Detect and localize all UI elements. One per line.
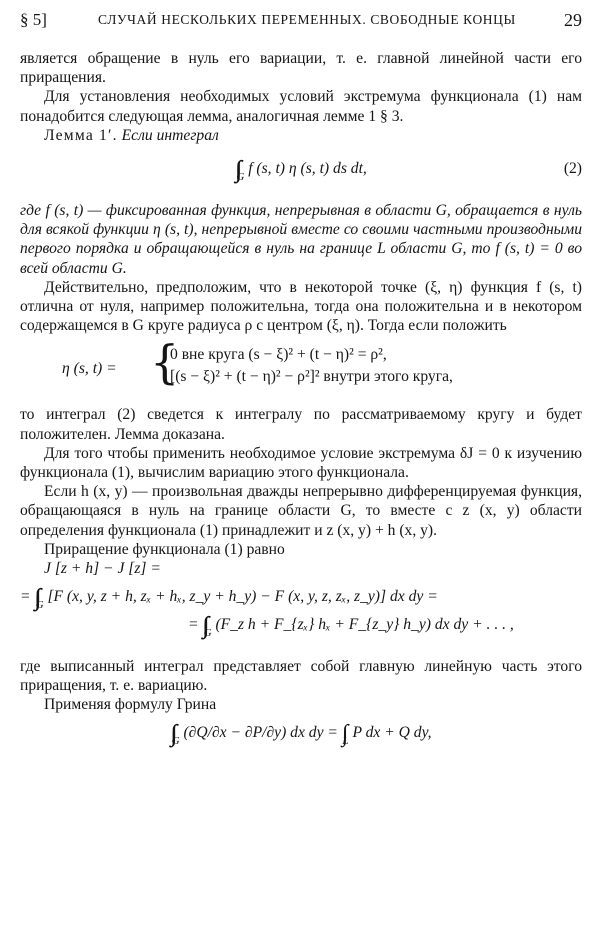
formula-2-number: (2) xyxy=(563,160,582,178)
paragraph-3: Действительно, предположим, что в некоторой точке (ξ, η) функция f (s, t) отлична от нуля, например положительна, тогда она положительна и в некотором содержащемся в G круге радиуса ρ с центром (ξ, η). Тогда если положить xyxy=(20,278,582,335)
paragraph-2: Для установления необходимых условий экстремума функционала (1) нам понадобится следующая лемма, аналогичная лемме 1 § 3. xyxy=(20,88,582,125)
green-formula xyxy=(20,720,582,775)
cases-formula xyxy=(20,335,582,397)
increment-line-3: = $\int\int_G$ (F_z h + F_{zₓ} hₓ + F_{z_y} h_y) dx dy + . . . , xyxy=(188,613,514,640)
lemma-intro: Если интеграл xyxy=(121,126,219,144)
page-body xyxy=(20,49,582,775)
paragraph-4: то интеграл (2) сведется к интегралу по рассматриваемому кругу и будет положителен. Лемма доказана. xyxy=(20,406,582,443)
increment-line-3-body: (F_z h + F_{zₓ} hₓ + F_{z_y} h_y) dx dy + . . . , xyxy=(215,616,514,634)
line-integral-sign: ∫ xyxy=(341,720,343,747)
page-number: 29 xyxy=(564,10,582,30)
green-lhs: (∂Q/∂x − ∂P/∂y) dx dy = xyxy=(183,723,338,741)
lemma-body: где f (s, t) — фиксированная функция, непрерывная в области G, обращается в нуль для всякой функции η (s, t), непрерывной вместе со своими частными производными первого порядка и обращающейся в нуль на границе L области G, то f (s, t) = 0 во всей области G. xyxy=(20,202,582,277)
integral-region: G xyxy=(236,171,245,184)
formula-2-body: f (s, t) η (s, t) ds dt, xyxy=(248,160,367,178)
section-mark: § 5] xyxy=(20,10,47,29)
integral-region: G xyxy=(171,734,180,747)
running-title: СЛУЧАЙ НЕСКОЛЬКИХ ПЕРЕМЕННЫХ. СВОБОДНЫЕ КОНЦЫ xyxy=(98,12,516,27)
double-integral-sign: ∫∫ xyxy=(34,585,36,612)
running-header xyxy=(20,10,582,34)
integral-boundary: L xyxy=(342,734,349,747)
formula-2 xyxy=(20,153,582,193)
increment-line-1: J [z + h] − J [z] = xyxy=(44,560,161,578)
paragraph-7: Приращение функционала (1) равно xyxy=(44,540,285,558)
left-brace: { xyxy=(150,335,180,390)
case-2: [(s − ξ)² + (t − η)² − ρ²]² внутри этого круга, xyxy=(170,368,453,386)
paragraph-9: Применяя формулу Грина xyxy=(44,696,217,714)
cases-lhs: η (s, t) = xyxy=(62,360,117,378)
paragraph-8: где выписанный интеграл представляет собой главную линейную часть этого приращения, т. е. вариацию. xyxy=(20,658,582,695)
double-integral-sign: ∫∫ xyxy=(235,157,237,184)
paragraph-1: является обращение в нуль его вариации, т. е. главной линейной части его приращения. xyxy=(20,50,582,87)
integral-region: G xyxy=(35,599,44,612)
increment-line-2: = $\int\int_G$ [F (x, y, z + h, zₓ + hₓ, z_y + h_y) − F (x, y, z, zₓ, z_y)] dx dy = xyxy=(20,585,438,612)
lemma-label: Лемма 1′. xyxy=(44,126,118,144)
case-1: 0 вне круга (s − ξ)² + (t − η)² = ρ², xyxy=(170,346,387,364)
increment-line-2-body: [F (x, y, z + h, zₓ + hₓ, z_y + h_y) − F (x, y, z, zₓ, z_y)] dx dy = xyxy=(47,588,438,606)
double-integral-sign: ∫∫ xyxy=(170,720,172,747)
paragraph-6: Если h (x, y) — произвольная дважды непрерывно дифференцируемая функция, обращающаяся в нуль на границе области G, то вместе с z (x, y) области определения функционала (1) принадлежит и z (x, y) + h (x, y). xyxy=(20,483,582,539)
integral-region: G xyxy=(203,627,212,640)
lemma-heading xyxy=(20,126,582,145)
green-rhs: P dx + Q dy, xyxy=(352,723,432,741)
double-integral-sign: ∫∫ xyxy=(202,613,204,640)
paragraph-5: Для того чтобы применить необходимое условие экстремума δJ = 0 к изучению функционала (1), вычислим вариацию этого функционала. xyxy=(20,444,582,482)
